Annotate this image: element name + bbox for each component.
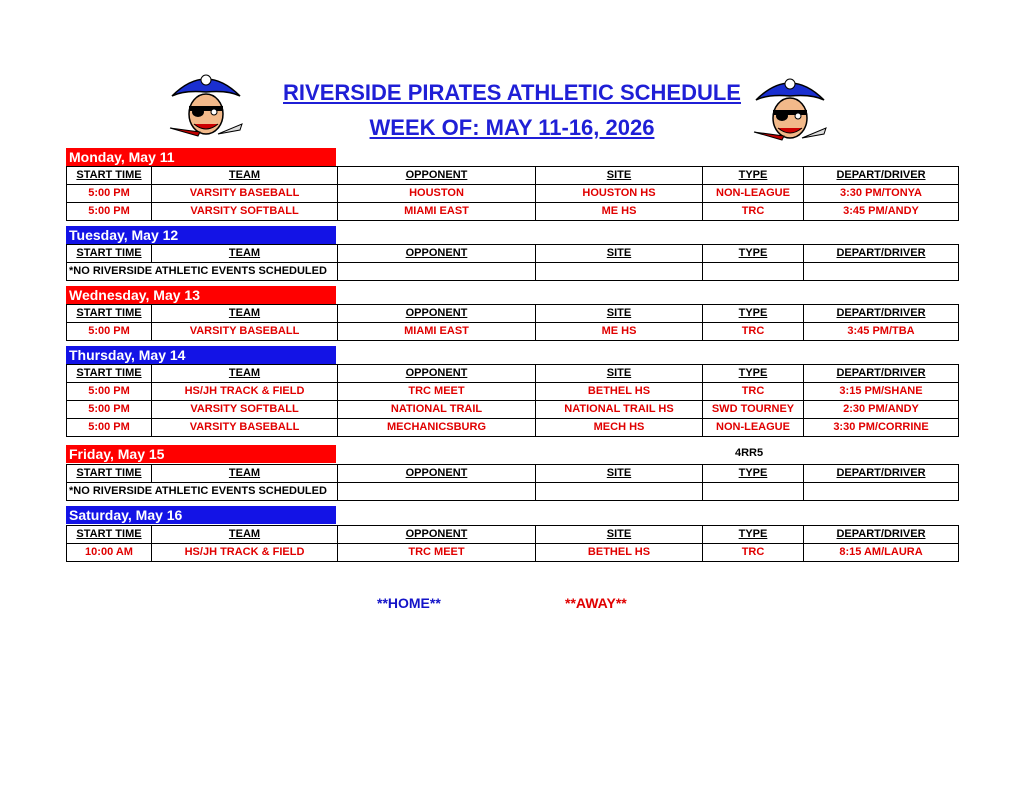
day-header-friday: Friday, May 15 (66, 445, 336, 463)
column-header: OPPONENT (338, 245, 536, 263)
column-header: TEAM (152, 365, 338, 383)
page-title: RIVERSIDE PIRATES ATHLETIC SCHEDULE (283, 80, 741, 105)
cell-type: NON-LEAGUE (703, 419, 804, 437)
schedule-table-friday (66, 464, 959, 501)
cell-start-time: 5:00 PM (67, 383, 152, 401)
column-header: DEPART/DRIVER (804, 465, 959, 483)
day-header-tuesday: Tuesday, May 12 (66, 226, 336, 244)
cell-opponent: TRC MEET (338, 383, 536, 401)
cell-type: TRC (703, 203, 804, 221)
table-row (67, 203, 959, 221)
column-header: TEAM (152, 167, 338, 185)
column-header: DEPART/DRIVER (804, 245, 959, 263)
column-header: DEPART/DRIVER (804, 526, 959, 544)
table-row (67, 263, 959, 281)
column-header: TYPE (703, 465, 804, 483)
cell-type: SWD TOURNEY (703, 401, 804, 419)
cell-site: MECH HS (536, 419, 703, 437)
column-header: SITE (536, 365, 703, 383)
column-header: SITE (536, 167, 703, 185)
table-row (67, 323, 959, 341)
column-header: TYPE (703, 245, 804, 263)
cell-opponent: NATIONAL TRAIL (338, 401, 536, 419)
day-header-wednesday: Wednesday, May 13 (66, 286, 336, 304)
column-header: DEPART/DRIVER (804, 365, 959, 383)
cell-depart-driver: 3:30 PM/CORRINE (804, 419, 959, 437)
column-header: START TIME (67, 365, 152, 383)
no-events-note: *NO RIVERSIDE ATHLETIC EVENTS SCHEDULED (67, 263, 338, 281)
cell-depart-driver: 3:45 PM/ANDY (804, 203, 959, 221)
cell-site: NATIONAL TRAIL HS (536, 401, 703, 419)
page-subtitle: WEEK OF: MAY 11-16, 2026 (369, 115, 655, 140)
column-header: OPPONENT (338, 365, 536, 383)
schedule-table-thursday (66, 364, 959, 437)
cell-team: VARSITY BASEBALL (152, 323, 338, 341)
cell-depart-driver: 3:15 PM/SHANE (804, 383, 959, 401)
cell-team: HS/JH TRACK & FIELD (152, 544, 338, 562)
day-header-thursday: Thursday, May 14 (66, 346, 336, 364)
legend-home: **HOME** (377, 595, 441, 611)
table-row (67, 401, 959, 419)
cell-type: TRC (703, 323, 804, 341)
cell-opponent: MIAMI EAST (338, 323, 536, 341)
column-header: OPPONENT (338, 465, 536, 483)
cell-start-time: 5:00 PM (67, 203, 152, 221)
table-row (67, 544, 959, 562)
cell-start-time: 5:00 PM (67, 185, 152, 203)
column-header-row (67, 167, 959, 185)
cell-team: VARSITY BASEBALL (152, 185, 338, 203)
column-header: TEAM (152, 465, 338, 483)
cell-start-time: 5:00 PM (67, 323, 152, 341)
friday-note: 4RR5 (735, 447, 764, 459)
column-header-row (67, 305, 959, 323)
cell-depart-driver: 8:15 AM/LAURA (804, 544, 959, 562)
cell-start-time: 5:00 PM (67, 419, 152, 437)
column-header: START TIME (67, 167, 152, 185)
column-header: SITE (536, 526, 703, 544)
legend-away: **AWAY** (565, 595, 627, 611)
column-header: START TIME (67, 305, 152, 323)
column-header: OPPONENT (338, 167, 536, 185)
cell-type: TRC (703, 383, 804, 401)
cell-opponent: HOUSTON (338, 185, 536, 203)
cell-opponent: MECHANICSBURG (338, 419, 536, 437)
schedule-table-tuesday (66, 244, 959, 281)
cell-site: ME HS (536, 203, 703, 221)
schedule-table-saturday (66, 525, 959, 562)
cell-site: BETHEL HS (536, 544, 703, 562)
column-header: TYPE (703, 305, 804, 323)
column-header: SITE (536, 245, 703, 263)
cell-team: HS/JH TRACK & FIELD (152, 383, 338, 401)
cell-site: BETHEL HS (536, 383, 703, 401)
column-header: OPPONENT (338, 305, 536, 323)
table-row (67, 419, 959, 437)
cell-depart-driver: 3:30 PM/TONYA (804, 185, 959, 203)
table-row (67, 185, 959, 203)
column-header: SITE (536, 465, 703, 483)
cell-type: TRC (703, 544, 804, 562)
column-header: START TIME (67, 526, 152, 544)
day-header-saturday: Saturday, May 16 (66, 506, 336, 524)
column-header: TEAM (152, 305, 338, 323)
column-header: TEAM (152, 245, 338, 263)
cell-start-time: 10:00 AM (67, 544, 152, 562)
column-header: OPPONENT (338, 526, 536, 544)
schedule-table-wednesday (66, 304, 959, 341)
column-header-row (67, 365, 959, 383)
table-row (67, 383, 959, 401)
column-header: TYPE (703, 526, 804, 544)
cell-site: HOUSTON HS (536, 185, 703, 203)
table-row (67, 483, 959, 501)
cell-team: VARSITY SOFTBALL (152, 401, 338, 419)
cell-team: VARSITY BASEBALL (152, 419, 338, 437)
column-header: TYPE (703, 365, 804, 383)
cell-start-time: 5:00 PM (67, 401, 152, 419)
cell-depart-driver: 2:30 PM/ANDY (804, 401, 959, 419)
column-header: TEAM (152, 526, 338, 544)
cell-type: NON-LEAGUE (703, 185, 804, 203)
column-header: START TIME (67, 245, 152, 263)
cell-opponent: MIAMI EAST (338, 203, 536, 221)
no-events-note: *NO RIVERSIDE ATHLETIC EVENTS SCHEDULED (67, 483, 338, 501)
day-header-monday: Monday, May 11 (66, 148, 336, 166)
column-header: TYPE (703, 167, 804, 185)
cell-depart-driver: 3:45 PM/TBA (804, 323, 959, 341)
column-header-row (67, 245, 959, 263)
column-header: DEPART/DRIVER (804, 167, 959, 185)
cell-opponent: TRC MEET (338, 544, 536, 562)
column-header-row (67, 465, 959, 483)
schedule-table-monday (66, 166, 959, 221)
column-header-row (67, 526, 959, 544)
column-header: SITE (536, 305, 703, 323)
cell-team: VARSITY SOFTBALL (152, 203, 338, 221)
cell-site: ME HS (536, 323, 703, 341)
column-header: START TIME (67, 465, 152, 483)
column-header: DEPART/DRIVER (804, 305, 959, 323)
